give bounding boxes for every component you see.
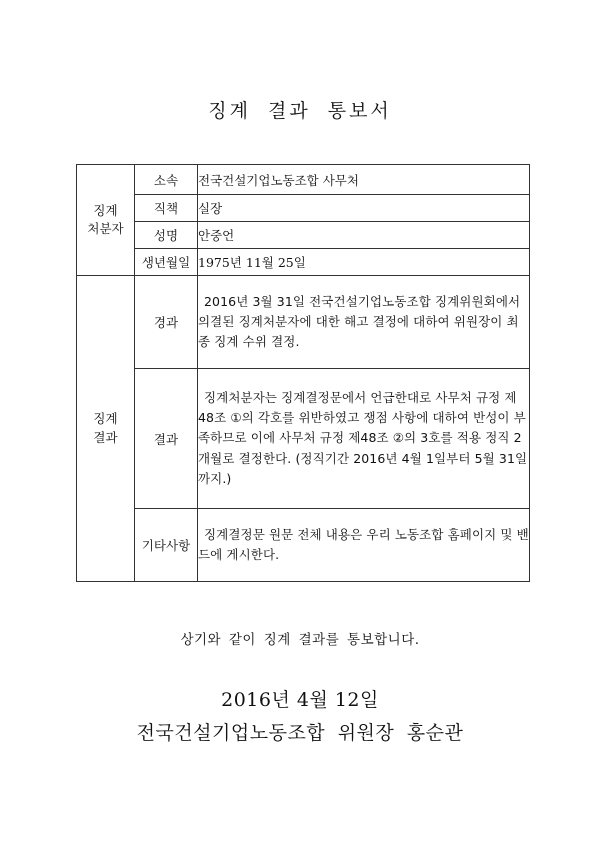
person-row-position bbox=[77, 195, 530, 222]
person-group-label-line1: 징계 bbox=[93, 202, 118, 218]
person-group-label-line2: 처분자 bbox=[87, 221, 124, 236]
disciplinary-form-table bbox=[76, 164, 530, 582]
name-value: 안중언 bbox=[198, 222, 530, 249]
affiliation-label: 소속 bbox=[135, 165, 198, 195]
notice-text: 상기와 같이 징계 결과를 통보합니다. bbox=[180, 632, 420, 648]
person-row-name bbox=[77, 222, 530, 249]
person-row-affiliation bbox=[77, 165, 530, 195]
birthdate-value: 1975년 11월 25일 bbox=[198, 249, 530, 276]
document-title: 징계 결과 통보서 bbox=[208, 100, 392, 122]
outcome-text: 징계처분자는 징계결정문에서 언급한대로 사무처 규정 제48조 ①의 각호를 위반하였고 쟁점 사항에 대하여 반성이 부족하므로 이에 사무처 규정 제48조 ②의 3호를 적용 정직 2개월로 결정한다. (정직기간 2016년 4월 1일부터 5월 31일까지.) bbox=[198, 369, 530, 509]
result-group-label bbox=[77, 276, 135, 582]
person-row-birthdate bbox=[77, 249, 530, 276]
outcome-label: 결과 bbox=[135, 369, 198, 509]
affiliation-value: 전국건설기업노동조합 사무처 bbox=[198, 165, 530, 195]
progress-text: 2016년 3월 31일 전국건설기업노동조합 징계위원회에서 의결된 징계처분자에 대한 해고 결정에 대하여 위원장이 최종 징계 수위 결정. bbox=[198, 276, 530, 369]
issue-date: 2016년 4월 12일 bbox=[221, 689, 379, 711]
result-row-progress bbox=[77, 276, 530, 369]
result-group-label-line2: 결과 bbox=[93, 429, 118, 445]
person-group-label bbox=[77, 165, 135, 276]
result-row-outcome bbox=[77, 369, 530, 509]
other-label: 기타사항 bbox=[135, 509, 198, 582]
position-label: 직책 bbox=[135, 195, 198, 222]
name-label: 성명 bbox=[135, 222, 198, 249]
other-text: 징계결정문 원문 전체 내용은 우리 노동조합 홈페이지 및 밴드에 게시한다. bbox=[198, 509, 530, 582]
progress-label: 경과 bbox=[135, 276, 198, 369]
result-group-label-line1: 징계 bbox=[93, 411, 118, 427]
result-row-other bbox=[77, 509, 530, 582]
signer-line: 전국건설기업노동조합 위원장 홍순관 bbox=[136, 722, 464, 744]
birthdate-label: 생년월일 bbox=[135, 249, 198, 276]
position-value: 실장 bbox=[198, 195, 530, 222]
